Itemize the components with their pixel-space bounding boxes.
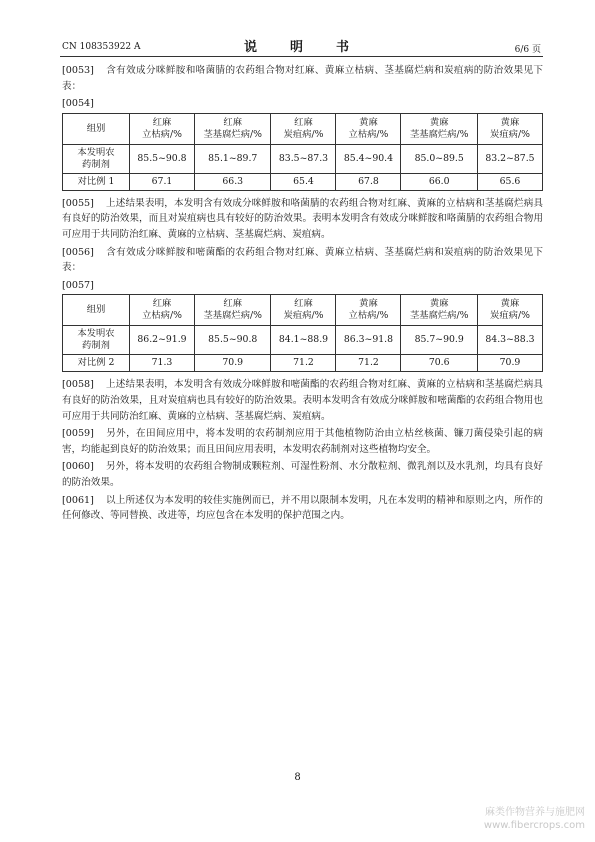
row-header: 本发明农 药制剂 (63, 326, 130, 355)
results-table-1 (62, 113, 543, 191)
row-header: 本发明农 药制剂 (63, 144, 130, 173)
paragraph-0056: [0056] 含有效成分咪鲜胺和嘧菌酯的农药组合物对红麻、黄麻立枯病、茎基腐烂病和炭疽病的防治效果见下表： (62, 246, 543, 274)
table-cell: 67.1 (130, 173, 195, 190)
table-header-row (63, 113, 543, 144)
paragraph-0055: [0055] 上述结果表明，本发明含有效成分咪鲜胺和咯菌腈的农药组合物对红麻、黄麻的立枯病和茎基腐烂病具有良好的防治效果，而且对炭疽病也具有较好的防治效果。表明本发明含有效成分咪鲜胺和咯菌腈的农药组合物用可应用于共同防治红麻、黄麻的立枯病、茎基腐烂病、炭疽病。 (62, 197, 543, 240)
table-cell: 70.9 (194, 355, 271, 372)
table-cell: 71.2 (271, 355, 336, 372)
table-cell: 85.5~90.8 (194, 326, 271, 355)
table-cell: 71.3 (130, 355, 195, 372)
table-cell: 84.3~88.3 (477, 326, 542, 355)
column-header: 红麻 茎基腐烂病/% (194, 113, 271, 144)
table-cell: 85.5~90.8 (130, 144, 195, 173)
paragraph-0061: [0061] 以上所述仅为本发明的较佳实施例而已，并不用以限制本发明，凡在本发明的精神和原则之内，所作的任何修改、等同替换、改进等，均应包含在本发明的保护范围之内。 (62, 494, 543, 522)
column-header: 红麻 炭疽病/% (271, 113, 336, 144)
table-cell: 85.4~90.4 (336, 144, 401, 173)
column-header: 黄麻 炭疽病/% (477, 295, 542, 326)
results-table-2 (62, 294, 543, 372)
column-header: 红麻 立枯病/% (130, 295, 195, 326)
table-cell: 86.2~91.9 (130, 326, 195, 355)
table-cell: 84.1~88.9 (271, 326, 336, 355)
table-row (63, 355, 543, 372)
page-number: 8 (294, 772, 301, 783)
table-cell: 66.3 (194, 173, 271, 190)
table-cell: 65.6 (477, 173, 542, 190)
table-cell: 83.5~87.3 (271, 144, 336, 173)
watermark-url: www.fibercrops.com (483, 820, 585, 831)
table-cell: 71.2 (336, 355, 401, 372)
table-row (63, 173, 543, 190)
row-header: 对比例 1 (63, 173, 130, 190)
column-header: 红麻 立枯病/% (130, 113, 195, 144)
paragraph-0060: [0060] 另外，将本发明的农药组合物制成颗粒剂、可湿性粉剂、水分散粒剂、微乳剂以及水乳剂，均具有良好的防治效果。 (62, 461, 543, 488)
site-watermark (484, 806, 585, 832)
table-cell: 70.6 (401, 355, 478, 372)
table-cell: 83.2~87.5 (477, 144, 542, 173)
table-cell: 85.7~90.9 (401, 326, 478, 355)
column-header: 红麻 茎基腐烂病/% (194, 295, 271, 326)
column-header: 组别 (63, 295, 130, 326)
column-header: 红麻 炭疽病/% (271, 295, 336, 326)
page-count: 6/6 页 (514, 45, 541, 55)
column-header: 黄麻 立枯病/% (336, 113, 401, 144)
document-title: 说 明 书 (243, 40, 359, 55)
paragraph-0053: [0053] 含有效成分咪鲜胺和咯菌腈的农药组合物对红麻、黄麻立枯病、茎基腐烂病和炭疽病的防治效果见下表： (62, 65, 543, 92)
table-cell: 66.0 (401, 173, 478, 190)
paragraph-0054-tag: [0054] (62, 98, 94, 110)
column-header: 黄麻 茎基腐烂病/% (401, 295, 478, 326)
table-row (63, 326, 543, 355)
watermark-site-name: 麻类作物营养与施肥网 (485, 807, 585, 818)
table-header-row (63, 295, 543, 326)
paragraph-0057-tag: [0057] (62, 279, 94, 291)
paragraph-0058: [0058] 上述结果表明，本发明含有效成分咪鲜胺和嘧菌酯的农药组合物对红麻、黄麻的立枯病和茎基腐烂病具有良好的防治效果，且对炭疽病也具有较好的防治效果。表明本发明含有效成分咪鲜胺和嘧菌酯的农药组合物用也可应用于共同防治红麻、黄麻的立枯病、茎基腐烂病、炭疽病。 (62, 379, 543, 422)
table-cell: 86.3~91.8 (336, 326, 401, 355)
table-cell: 85.1~89.7 (194, 144, 271, 173)
column-header: 组别 (63, 113, 130, 144)
column-header: 黄麻 炭疽病/% (477, 113, 542, 144)
patent-number: CN 108353922 A (62, 42, 141, 52)
column-header: 黄麻 茎基腐烂病/% (401, 113, 478, 144)
table-cell: 65.4 (271, 173, 336, 190)
table-cell: 67.8 (336, 173, 401, 190)
page-header (60, 36, 543, 57)
table-cell: 85.0~89.5 (401, 144, 478, 173)
table-cell: 70.9 (477, 355, 542, 372)
column-header: 黄麻 立枯病/% (336, 295, 401, 326)
document-body (62, 63, 543, 526)
row-header: 对比例 2 (63, 355, 130, 372)
paragraph-0059: [0059] 另外，在田间应用中，将本发明的农药制剂应用于其他植物防治由立枯丝核菌、镰刀菌侵染引起的病害，均能起到良好的防治效果；而且田间应用表明，本发明农药制剂对这些植物均安全。 (62, 428, 543, 455)
table-row (63, 144, 543, 173)
